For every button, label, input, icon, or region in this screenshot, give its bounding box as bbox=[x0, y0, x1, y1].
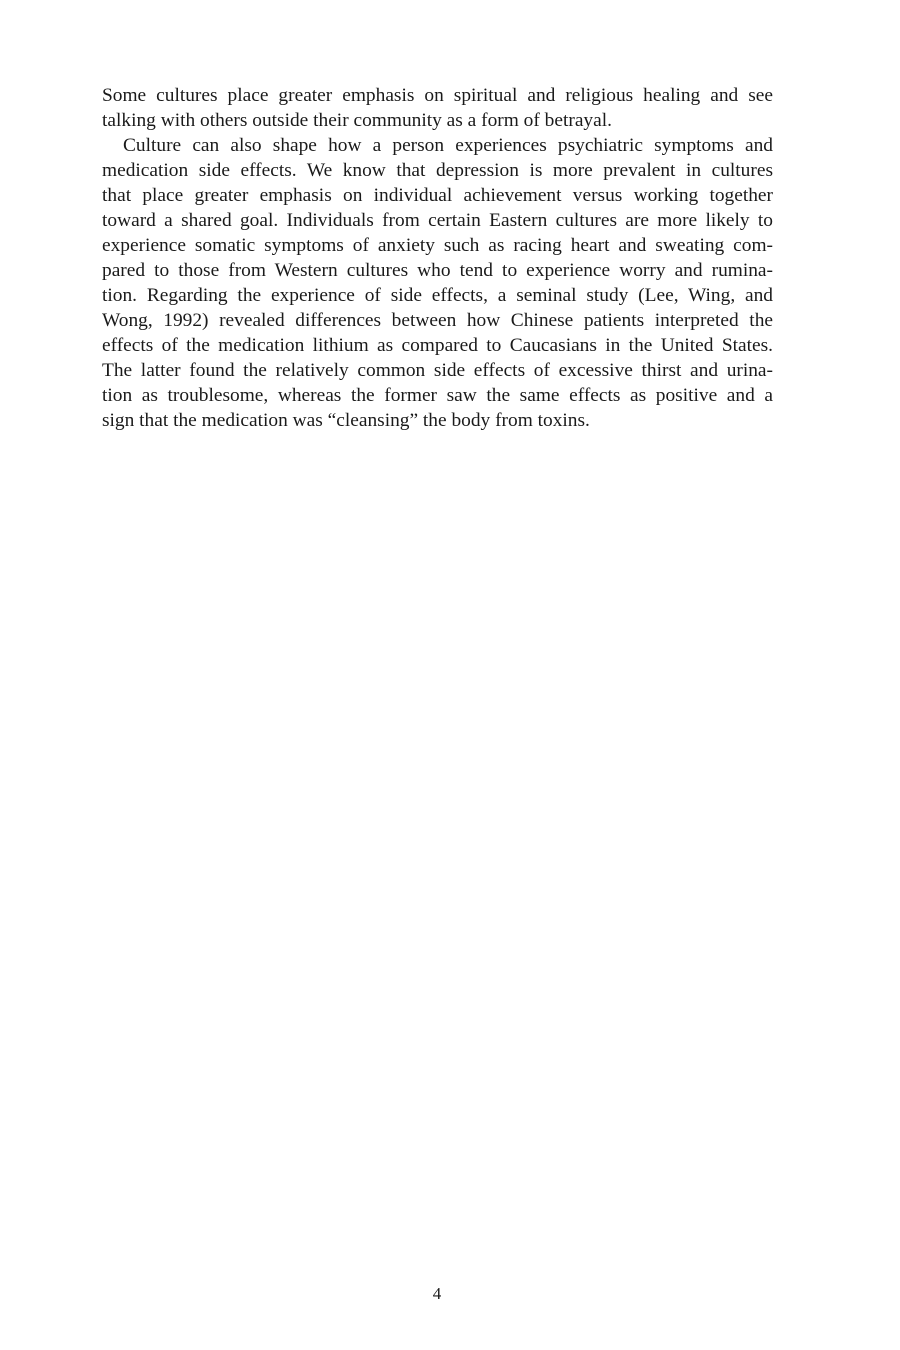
page-number: 4 bbox=[432, 1284, 442, 1303]
text-line: tion. Regarding the experience of side effects, a seminal study (Lee, Wing, and bbox=[102, 285, 773, 306]
text-line: Culture can also shape how a person experiences psychiatric symptoms and bbox=[123, 135, 773, 156]
text-line: tion as troublesome, whereas the former saw the same effects as positive and a bbox=[102, 385, 773, 406]
text-line: medication side effects. We know that depression is more prevalent in cultures bbox=[102, 160, 773, 181]
body-text bbox=[102, 83, 773, 433]
text-line: effects of the medication lithium as compared to Caucasians in the United States. bbox=[102, 335, 773, 356]
paragraph bbox=[102, 83, 773, 133]
text-line: toward a shared goal. Individuals from certain Eastern cultures are more likely to bbox=[102, 210, 773, 231]
text-line: pared to those from Western cultures who tend to experience worry and rumina- bbox=[102, 260, 773, 281]
text-line: that place greater emphasis on individual achievement versus working together bbox=[102, 185, 773, 206]
text-line: Some cultures place greater emphasis on spiritual and religious healing and see bbox=[102, 85, 773, 106]
text-line: talking with others outside their community as a form of betrayal. bbox=[102, 110, 612, 131]
text-line: Wong, 1992) revealed differences between how Chinese patients interpreted the bbox=[102, 310, 773, 331]
text-line: The latter found the relatively common side effects of excessive thirst and urina- bbox=[102, 360, 773, 381]
text-line: experience somatic symptoms of anxiety such as racing heart and sweating com- bbox=[102, 235, 773, 256]
text-line: sign that the medication was “cleansing” the body from toxins. bbox=[102, 410, 590, 431]
paragraph bbox=[102, 133, 773, 433]
